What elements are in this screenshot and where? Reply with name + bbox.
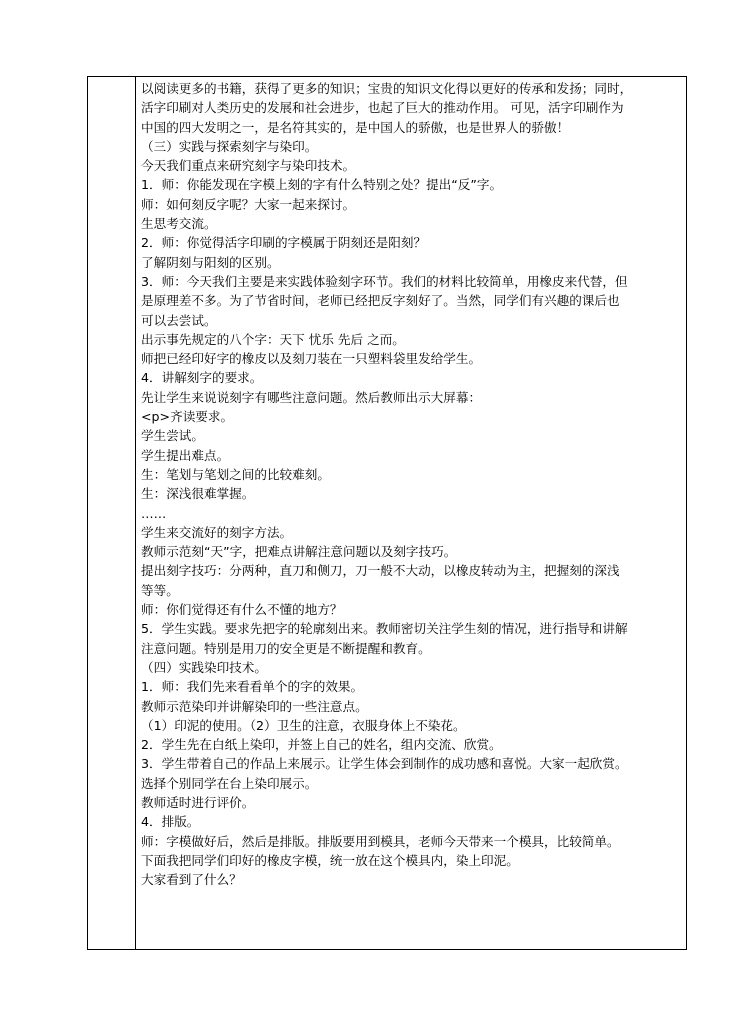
text-line: 师把已经印好字的橡皮以及刻刀装在一只塑料袋里发给学生。 xyxy=(141,351,482,367)
text-line: 生：深浅很难掌握。 xyxy=(141,486,255,502)
text-line: 等等。 xyxy=(141,582,179,598)
text-line: 4．讲解刻字的要求。 xyxy=(141,370,263,386)
text-line: 先让学生来说说刻字有哪些注意问题。然后教师出示大屏幕： xyxy=(141,389,482,405)
text-line: 3．师：今天我们主要是来实践体验刻字环节。我们的材料比较简单，用橡皮来代替，但 xyxy=(141,273,628,289)
text-line: 教师示范刻“天”字，把难点讲解注意问题以及刻字技巧。 xyxy=(141,544,457,560)
text-line: 1．师：你能发现在字模上刻的字有什么特别之处？提出“反”字。 xyxy=(141,177,503,193)
text-line: 1．师：我们先来看看单个的字的效果。 xyxy=(141,679,364,695)
text-line: …… xyxy=(141,505,167,521)
text-line: 教师适时进行评价。 xyxy=(141,794,255,810)
text-line: 中国的四大发明之一，是名符其实的，是中国人的骄傲，也是世界人的骄傲！ xyxy=(141,119,570,135)
text-line: 师：你们觉得还有什么不懂的地方？ xyxy=(141,602,343,618)
text-line: <p>齐读要求。 xyxy=(141,409,234,425)
text-line: 了解阴刻与阳刻的区别。 xyxy=(141,254,280,270)
text-line: 3．学生带着自己的作品上来展示。让学生体会到制作的成功感和喜悦。大家一起欣赏。 xyxy=(141,756,628,772)
text-line: （1）印泥的使用。（2）卫生的注意，衣服身体上不染花。 xyxy=(141,717,466,733)
left-column-cell xyxy=(88,77,136,949)
text-line: 注意问题。特别是用刀的安全更是不断提醒和教育。 xyxy=(141,640,431,656)
text-line: 学生尝试。 xyxy=(141,428,204,444)
text-line: 活字印刷对人类历史的发展和社会进步，也起了巨大的推动作用。 可见，活字印刷作为 xyxy=(141,100,624,116)
text-line: 以阅读更多的书籍，获得了更多的知识；宝贵的知识文化得以更好的传承和发扬；同时， xyxy=(141,81,633,96)
text-line: 2．师：你觉得活字印刷的字模属于阴刻还是阳刻？ xyxy=(141,235,427,251)
content-cell xyxy=(141,79,681,889)
lesson-table xyxy=(87,76,687,950)
text-line: 师：如何刻反字呢？大家一起来探讨。 xyxy=(141,196,356,212)
text-line: 下面我把同学们印好的橡皮字模，统一放在这个模具内，染上印泥。 xyxy=(141,852,519,868)
text-line: （四）实践染印技术。 xyxy=(141,659,267,675)
text-line: 是原理差不多。为了节省时间，老师已经把反字刻好了。当然，同学们有兴趣的课后也 xyxy=(141,293,620,309)
text-line: 师：字模做好后，然后是排版。排版要用到模具，老师今天带来一个模具，比较简单。 xyxy=(141,833,620,849)
text-line: 教师示范染印并讲解染印的一些注意点。 xyxy=(141,698,368,714)
text-line: 学生提出难点。 xyxy=(141,447,230,463)
text-line: 4．排版。 xyxy=(141,814,200,830)
text-line: 生思考交流。 xyxy=(141,216,217,232)
text-line: 选择个别同学在台上染印展示。 xyxy=(141,775,318,791)
text-line: 5．学生实践。要求先把字的轮廓刻出来。教师密切关注学生刻的情况，进行指导和讲解 xyxy=(141,621,628,637)
text-line: 出示事先规定的八个字：天下 忧乐 先后 之而。 xyxy=(141,331,405,347)
text-line: 学生来交流好的刻字方法。 xyxy=(141,524,293,540)
text-line: 生：笔划与笔划之间的比较难刻。 xyxy=(141,466,330,482)
text-line: 提出刻字技巧：分两种，直刀和侧刀，刀一般不大动，以橡皮转动为主，把握刻的深浅 xyxy=(141,563,620,579)
text-line: 大家看到了什么？ xyxy=(141,872,242,888)
text-line: 今天我们重点来研究刻字与染印技术。 xyxy=(141,158,356,174)
text-line: 2．学生先在白纸上染印，并签上自己的姓名，组内交流、欣赏。 xyxy=(141,737,502,753)
text-line: 可以去尝试。 xyxy=(141,312,217,328)
text-line: （三）实践与探索刻字与染印。 xyxy=(141,138,318,154)
